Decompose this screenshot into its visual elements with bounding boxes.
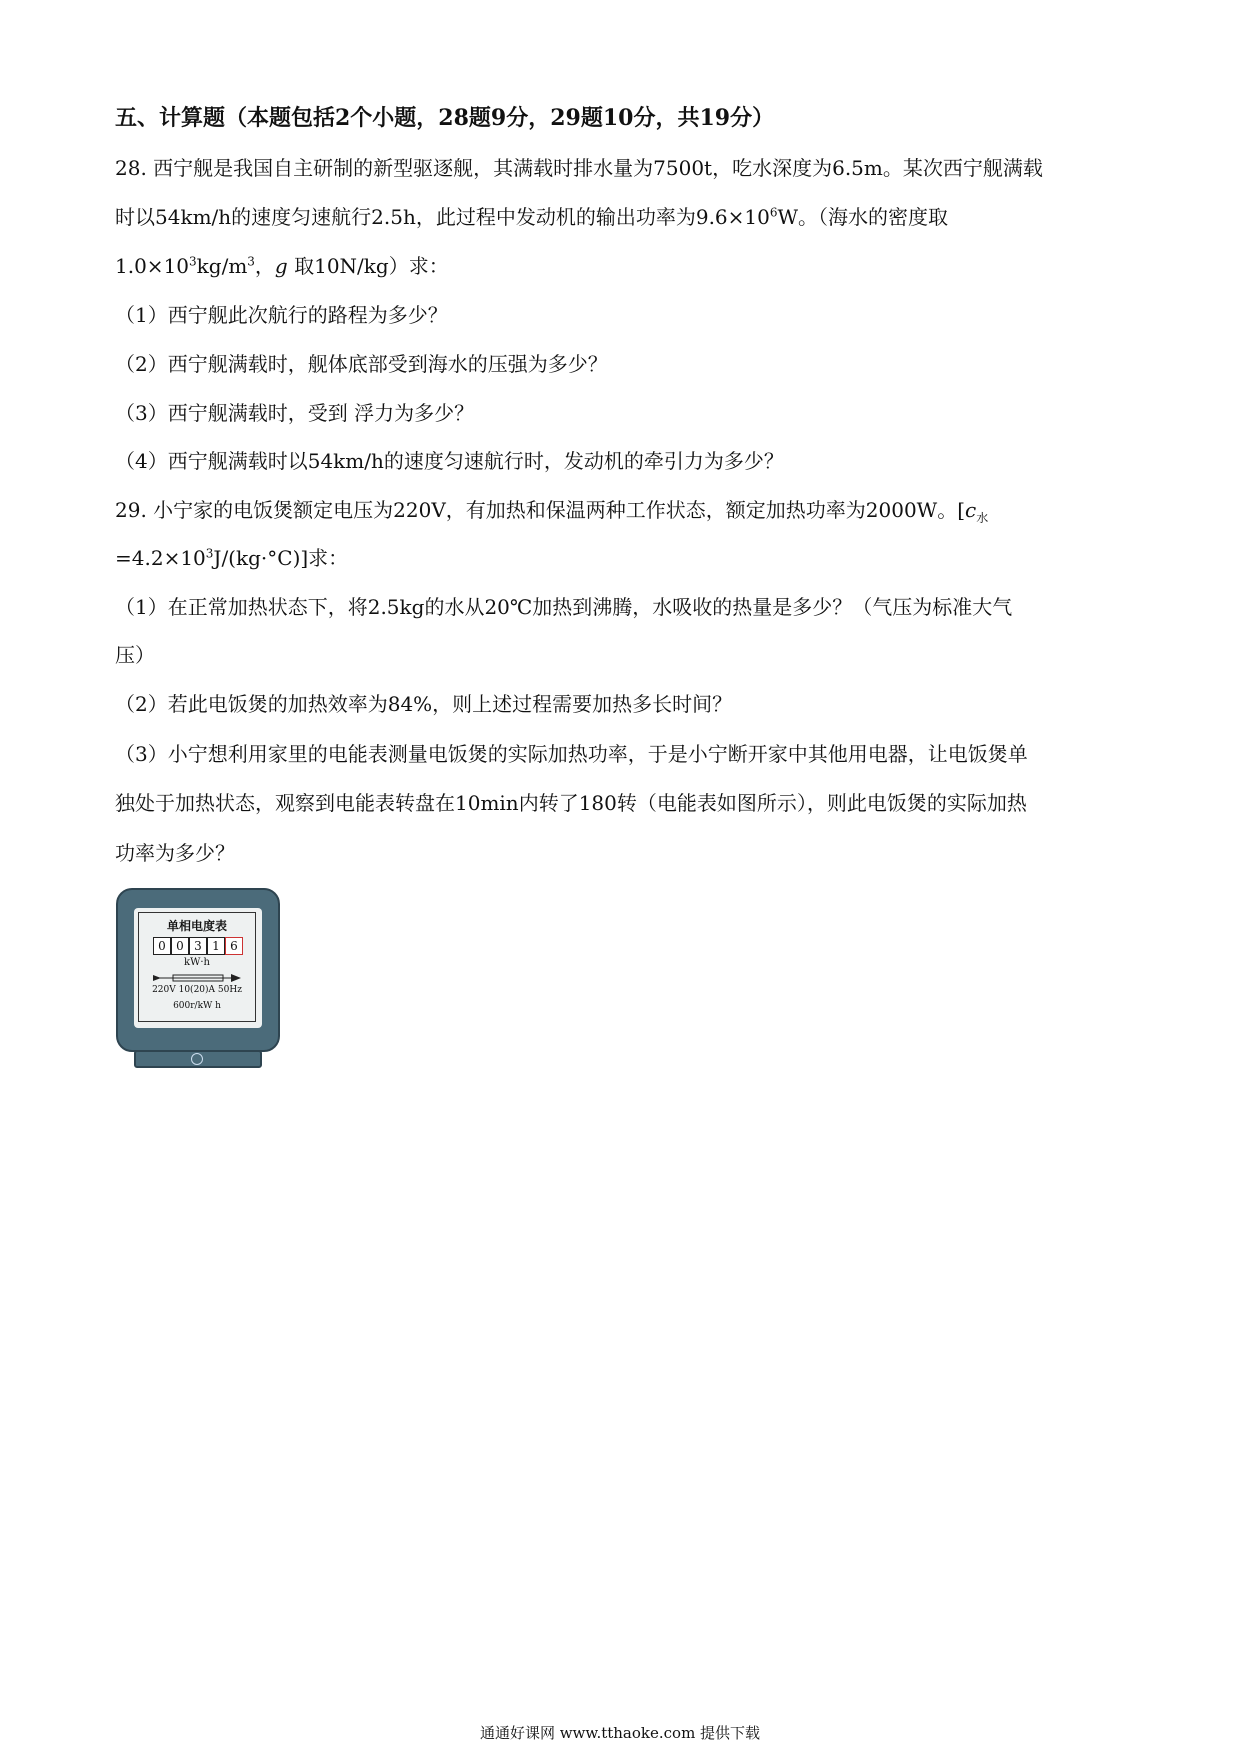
q28-sub-2: （2）西宁舰满载时，舰体底部受到海水的压强为多少？ [115, 352, 608, 376]
q28-line-2b: W。（海水的密度取 [777, 205, 949, 229]
q28-line-3-sup2: 3 [247, 254, 255, 269]
meter-digit: 0 [171, 937, 189, 955]
meter-base [134, 1050, 262, 1068]
q28-line-3c: ， [254, 254, 275, 278]
meter-digit: 3 [189, 937, 207, 955]
q29-sub-1-line-1: （1）在正常加热状态下，将2.5kg的水从20℃加热到沸腾，水吸收的热量是多少？（气压为标准大气 [115, 595, 1013, 619]
page-footer: 通通好课网 www.tthaoke.com 提供下载 [479, 1724, 761, 1742]
q28-line-3a: 1.0×10 [115, 254, 190, 278]
q28-sub-4: （4）西宁舰满载时以54km/h的速度匀速航行时，发动机的牵引力为多少？ [115, 449, 784, 473]
q28-sub-1: （1）西宁舰此次航行的路程为多少？ [115, 303, 448, 327]
q29-sub-3-line-1: （3）小宁想利用家里的电能表测量电饭煲的实际加热功率，于是小宁断开家中其他用电器，让电饭煲单 [115, 742, 1028, 766]
rotation-arrow-icon [151, 973, 243, 983]
section-title: 五、计算题（本题包括2个小题，28题9分，29题10分，共19分） [115, 105, 775, 131]
q29-line-2a: =4.2×10 [115, 546, 206, 570]
q29-line-2b: J/(kg·°C)]求： [213, 546, 349, 570]
meter-digit-decimal: 6 [225, 937, 243, 955]
q29-sub-1-line-2: 压） [115, 643, 155, 667]
q29-line-2 [115, 544, 348, 572]
q28-line-3 [115, 252, 449, 280]
q28-line-2 [115, 203, 948, 231]
q29-line-2-sup: 3 [205, 546, 214, 561]
meter-digits [153, 937, 243, 955]
meter-rate: 600r/kW h [173, 1001, 221, 1011]
q29-sub-3-line-2: 独处于加热状态，观察到电能表转盘在10min内转了180转（电能表如图所示），则此电饭煲的实际加热 [115, 791, 1027, 815]
q28-sub-3: （3）西宁舰满载时，受到 浮力为多少？ [115, 401, 475, 425]
q29-sub-2: （2）若此电饭煲的加热效率为84%，则上述过程需要加热多长时间？ [115, 692, 733, 716]
q29-c-sub: 水 [976, 511, 989, 525]
q28-line-1: 28. 西宁舰是我国自主研制的新型驱逐舰，其满载时排水量为7500t，吃水深度为6.5m。某次西宁舰满载 [115, 156, 1043, 180]
q28-line-2-sup: 6 [769, 205, 778, 220]
q28-line-2a: 时以54km/h的速度匀速航行2.5h，此过程中发动机的输出功率为9.6×10 [115, 205, 770, 229]
q29-line-1 [115, 496, 988, 524]
q28-line-3-g: g [274, 254, 288, 278]
meter-digit: 1 [207, 937, 225, 955]
meter-digit: 0 [153, 937, 171, 955]
meter-unit: kW·h [184, 957, 210, 968]
screw-icon [191, 1053, 203, 1065]
meter-spec: 220V 10(20)A 50Hz [152, 985, 242, 995]
q28-line-3-sup1: 3 [189, 254, 197, 269]
meter-title: 单相电度表 [166, 919, 227, 933]
q28-line-3d: 取10N/kg）求： [287, 254, 449, 278]
q28-line-3b: kg/m [196, 254, 248, 278]
electric-meter-figure [116, 888, 280, 1066]
q29-line-1a: 29. 小宁家的电饭煲额定电压为220V，有加热和保温两种工作状态，额定加热功率为2000W。[ [115, 498, 966, 522]
q29-sub-3-line-3: 功率为多少？ [115, 841, 235, 865]
q29-c: c [965, 498, 977, 522]
meter-label-box [138, 912, 256, 1022]
